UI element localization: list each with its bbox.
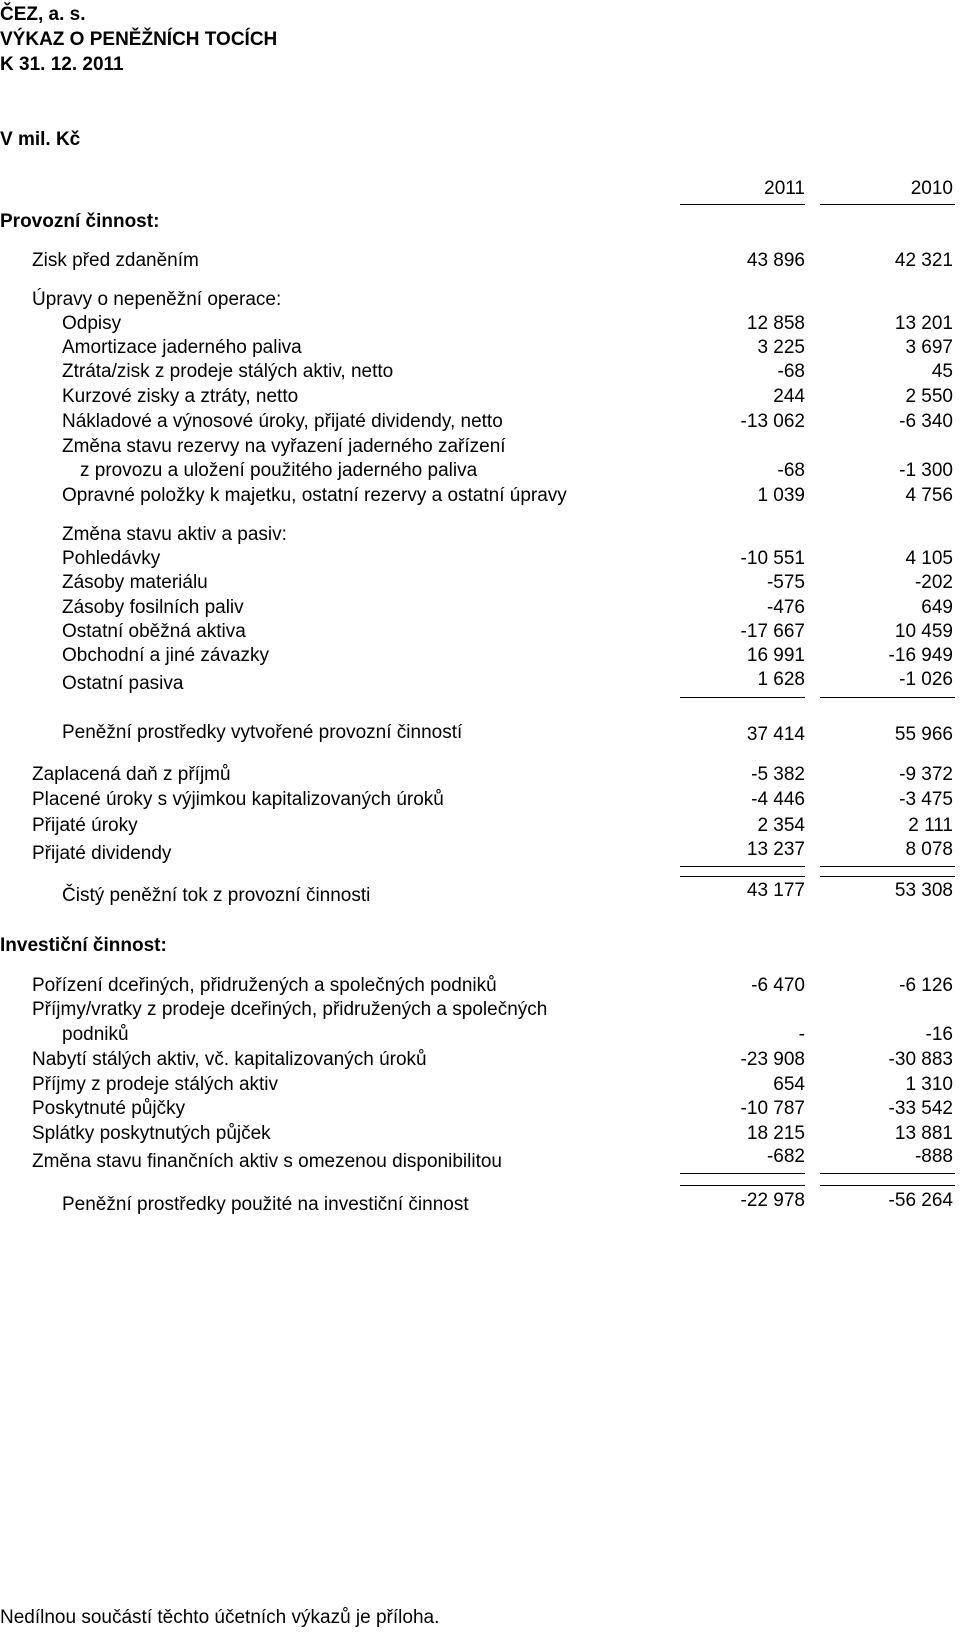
- value-2011: -68: [777, 460, 805, 481]
- value-2010: -16: [925, 1024, 953, 1045]
- row-label: Poskytnuté půjčky: [32, 1098, 186, 1119]
- value-2010: 2 550: [905, 386, 953, 407]
- row-label-continuation: z provozu a uložení použitého jaderného paliva: [80, 460, 478, 481]
- column-header-2010: 2010: [910, 178, 953, 199]
- subsection-heading-working-capital: Změna stavu aktiv a pasiv:: [62, 524, 287, 545]
- value-2010: -16 949: [888, 645, 953, 666]
- column-rule-2010: [820, 204, 955, 205]
- row-label: Amortizace jaderného paliva: [62, 337, 302, 358]
- total-rule-2010: [820, 1185, 955, 1186]
- value-2011: -476: [766, 597, 805, 618]
- subtotal-rule-2011: [680, 697, 805, 698]
- subsection-heading-noncash: Úpravy o nepeněžní operace:: [32, 289, 282, 310]
- value-2011: -5 382: [751, 764, 805, 785]
- value-2010: 45: [931, 361, 953, 382]
- value-2010: -56 264: [888, 1190, 953, 1211]
- value-2010: 3 697: [905, 337, 953, 358]
- value-2011: 2 354: [757, 815, 805, 836]
- subtotal-rule-2010: [820, 1173, 955, 1174]
- value-2011: 43 896: [746, 250, 805, 271]
- value-2010: 10 459: [894, 621, 953, 642]
- value-2010: 1 310: [905, 1074, 953, 1095]
- row-label: Příjmy/vratky z prodeje dceřiných, přidružených a společných: [32, 999, 548, 1020]
- value-2010: -33 542: [888, 1098, 953, 1119]
- row-label: Peněžní prostředky vytvořené provozní činností: [62, 722, 463, 743]
- value-2010: 13 201: [894, 313, 953, 334]
- value-2011: -23 908: [740, 1049, 805, 1070]
- value-2011: 16 991: [746, 645, 805, 666]
- row-label: Ostatní pasiva: [62, 673, 184, 694]
- total-rule-2011: [680, 1185, 805, 1186]
- value-2011: 37 414: [746, 724, 805, 745]
- row-label: Nákladové a výnosové úroky, přijaté dividendy, netto: [62, 411, 503, 432]
- row-label: Přijaté dividendy: [32, 843, 172, 864]
- subtotal-rule-2011: [680, 1173, 805, 1174]
- value-2011: 43 177: [746, 880, 805, 901]
- value-2010: 13 881: [894, 1123, 953, 1144]
- company-name: ČEZ, a. s.: [0, 4, 86, 25]
- row-label: Přijaté úroky: [32, 815, 138, 836]
- row-label: Obchodní a jiné závazky: [62, 645, 270, 666]
- row-label: Kurzové zisky a ztráty, netto: [62, 386, 299, 407]
- unit-label: V mil. Kč: [0, 129, 81, 150]
- value-2011: -4 446: [751, 789, 805, 810]
- value-2011: 654: [773, 1074, 805, 1095]
- subtotal-rule-2010: [820, 866, 955, 867]
- subtotal-rule-2010: [820, 697, 955, 698]
- total-rule-2011: [680, 876, 805, 877]
- value-2010: 649: [921, 597, 953, 618]
- value-2010: -3 475: [899, 789, 953, 810]
- column-header-2011: 2011: [764, 178, 805, 199]
- column-rule-2011: [680, 204, 805, 205]
- row-label: Ztráta/zisk z prodeje stálých aktiv, netto: [62, 361, 394, 382]
- row-label: Peněžní prostředky použité na investiční činnost: [62, 1194, 469, 1215]
- value-2011: 244: [773, 386, 805, 407]
- value-2011: -17 667: [740, 621, 805, 642]
- value-2010: 4 105: [905, 548, 953, 569]
- value-2011: -6 470: [751, 975, 805, 996]
- value-2011: -22 978: [740, 1190, 805, 1211]
- value-2010: -9 372: [899, 764, 953, 785]
- total-rule-2010: [820, 876, 955, 877]
- row-label: Změna stavu rezervy na vyřazení jaderného zařízení: [62, 436, 506, 457]
- value-2011: 3 225: [757, 337, 805, 358]
- row-label: Odpisy: [62, 313, 122, 334]
- row-label: Placené úroky s výjimkou kapitalizovaných úroků: [32, 789, 444, 810]
- section-heading-investing: Investiční činnost:: [0, 935, 167, 956]
- value-2011: 18 215: [746, 1123, 805, 1144]
- value-2011: 12 858: [746, 313, 805, 334]
- row-label: Splátky poskytnutých půjček: [32, 1123, 271, 1144]
- value-2010: -1 300: [899, 460, 953, 481]
- value-2010: -6 340: [899, 411, 953, 432]
- section-heading-operating: Provozní činnost:: [0, 211, 160, 232]
- value-2010: -202: [914, 572, 953, 593]
- value-2010: -1 026: [899, 669, 953, 690]
- row-label-continuation: podniků: [62, 1024, 129, 1045]
- row-label: Nabytí stálých aktiv, vč. kapitalizovaných úroků: [32, 1049, 427, 1070]
- statement-date: K 31. 12. 2011: [0, 54, 124, 75]
- value-2011: 1 628: [757, 669, 805, 690]
- row-label: Ostatní oběžná aktiva: [62, 621, 246, 642]
- value-2010: 53 308: [894, 880, 953, 901]
- statement-title: VÝKAZ O PENĚŽNÍCH TOCÍCH: [0, 29, 278, 50]
- value-2011: -68: [777, 361, 805, 382]
- row-label: Zásoby materiálu: [62, 572, 208, 593]
- value-2011: 13 237: [746, 839, 805, 860]
- value-2010: 55 966: [894, 724, 953, 745]
- row-label: Pohledávky: [62, 548, 161, 569]
- row-label: Opravné položky k majetku, ostatní rezervy a ostatní úpravy: [62, 485, 567, 506]
- value-2010: 42 321: [894, 250, 953, 271]
- value-2010: -30 883: [888, 1049, 953, 1070]
- value-2011: -682: [766, 1146, 805, 1167]
- row-label: Zásoby fosilních paliv: [62, 597, 244, 618]
- row-label: Zisk před zdaněním: [32, 250, 199, 271]
- footer-note: Nedílnou součástí těchto účetních výkazů je příloha.: [0, 1607, 440, 1628]
- value-2010: 4 756: [905, 485, 953, 506]
- value-2011: 1 039: [757, 485, 805, 506]
- row-label: Čistý peněžní tok z provozní činnosti: [62, 885, 371, 906]
- value-2010: 2 111: [908, 815, 953, 836]
- row-label: Příjmy z prodeje stálých aktiv: [32, 1074, 279, 1095]
- value-2011: -575: [766, 572, 805, 593]
- value-2011: -10 551: [740, 548, 805, 569]
- row-label: Změna stavu finančních aktiv s omezenou disponibilitou: [32, 1151, 502, 1172]
- value-2011: -: [798, 1024, 805, 1045]
- subtotal-rule-2011: [680, 866, 805, 867]
- value-2010: -888: [914, 1146, 953, 1167]
- value-2011: -10 787: [740, 1098, 805, 1119]
- row-label: Zaplacená daň z příjmů: [32, 764, 231, 785]
- row-label: Pořízení dceřiných, přidružených a společných podniků: [32, 975, 497, 996]
- value-2010: 8 078: [905, 839, 953, 860]
- value-2011: -13 062: [740, 411, 805, 432]
- value-2010: -6 126: [899, 975, 953, 996]
